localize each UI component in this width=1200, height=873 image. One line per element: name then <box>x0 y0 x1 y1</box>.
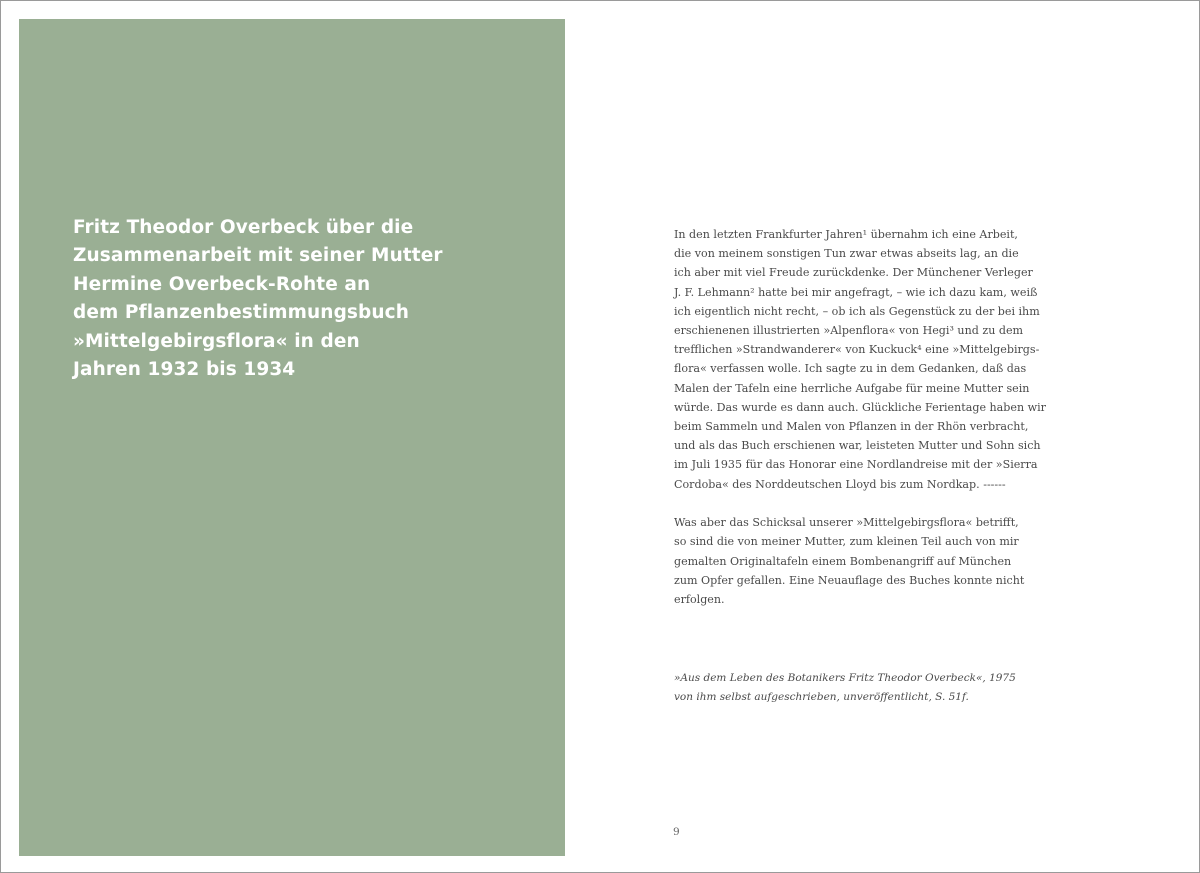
text-line: In den letzten Frankfurter Jahren¹ übernahm ich eine Arbeit, <box>674 228 1018 241</box>
citation-line: von ihm selbst aufgeschrieben, unveröffentlicht, S. 51f. <box>674 691 969 704</box>
text-line: erschienenen illustrierten »Alpenflora« von Hegi³ und zu dem <box>674 324 1024 338</box>
text-line: zum Opfer gefallen. Eine Neuauflage des Buches konnte nicht <box>674 573 1025 587</box>
text-line: gemalten Originaltafeln einem Bombenangriff auf München <box>674 554 1012 568</box>
citation-line: »Aus dem Leben des Botanikers Fritz Theodor Overbeck«, 1975 <box>674 672 1016 684</box>
text-line: würde. Das wurde es dann auch. Glückliche Ferientage haben wir <box>674 400 1046 414</box>
text-line: ich eigentlich nicht recht, – ob ich als Gegenstück zu der bei ihm <box>674 304 1040 318</box>
text-line: erfolgen. <box>674 593 725 607</box>
right-page-body-text <box>674 225 1046 609</box>
text-line: beim Sammeln und Malen von Pflanzen in der Rhön verbracht, <box>674 420 1029 434</box>
text-line: Cordoba« des Norddeutschen Lloyd bis zum Nordkap. ------ <box>674 477 1006 491</box>
chapter-title-line: Fritz Theodor Overbeck über die <box>73 217 414 238</box>
source-citation <box>674 669 1019 707</box>
text-line: ich aber mit viel Freude zurückdenke. Der Münchener Verleger <box>674 266 1033 280</box>
text-line: flora« verfassen wolle. Ich sagte zu in dem Gedanken, daß das <box>674 362 1027 376</box>
text-line: Was aber das Schicksal unserer »Mittelgebirgsflora« betrifft, <box>674 516 1019 530</box>
chapter-title-line: Hermine Overbeck-Rohte an <box>73 273 371 295</box>
chapter-title-line: Jahren 1932 bis 1934 <box>73 359 296 381</box>
chapter-title-line: dem Pflanzenbestimmungsbuch <box>73 302 409 324</box>
text-line: die von meinem sonstigen Tun zwar etwas abseits lag, an die <box>674 247 1019 261</box>
text-line: Malen der Tafeln eine herrliche Aufgabe für meine Mutter sein <box>674 381 1030 395</box>
chapter-title <box>73 214 443 384</box>
text-line: so sind die von meiner Mutter, zum kleinen Teil auch von mir <box>674 535 1019 549</box>
left-page-color-panel <box>19 19 565 856</box>
text-line: und als das Buch erschienen war, leisteten Mutter und Sohn sich <box>674 439 1041 453</box>
text-line: im Juli 1935 für das Honorar eine Nordlandreise mit der »Sierra <box>674 458 1038 472</box>
body-paragraph-1 <box>674 225 1046 494</box>
chapter-title-line: Zusammenarbeit mit seiner Mutter <box>73 245 443 267</box>
body-paragraph-2 <box>674 513 1025 609</box>
chapter-title-line: »Mittelgebirgsflora« in den <box>73 330 360 352</box>
page-number: 9 <box>673 826 680 838</box>
text-line: J. F. Lehmann² hatte bei mir angefragt, – wie ich dazu kam, weiß <box>674 285 1038 299</box>
text-line: trefflichen »Strandwanderer« von Kuckuck⁴ eine »Mittelgebirgs- <box>674 343 1040 357</box>
